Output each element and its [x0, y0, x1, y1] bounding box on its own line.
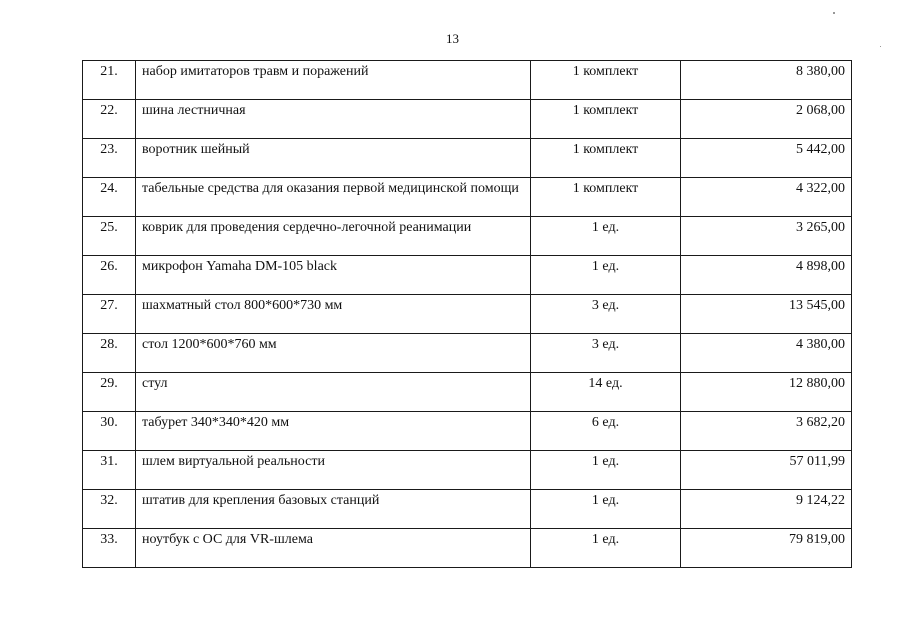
- price-cell: 4 380,00: [681, 334, 852, 373]
- table-row: [83, 412, 852, 451]
- item-name-cell: стол 1200*600*760 мм: [136, 334, 531, 373]
- table-row: [83, 139, 852, 178]
- row-number-cell: 27.: [83, 295, 136, 334]
- item-name-cell: табурет 340*340*420 мм: [136, 412, 531, 451]
- row-number-cell: 30.: [83, 412, 136, 451]
- item-name-cell: ноутбук с ОС для VR-шлема: [136, 529, 531, 568]
- item-name-cell: табельные средства для оказания первой медицинской помощи: [136, 178, 531, 217]
- page-number: 13: [446, 31, 459, 46]
- item-name-cell: коврик для проведения сердечно-легочной реанимации: [136, 217, 531, 256]
- price-cell: 13 545,00: [681, 295, 852, 334]
- table-row: [83, 100, 852, 139]
- row-number-cell: 26.: [83, 256, 136, 295]
- quantity-cell: 3 ед.: [531, 334, 681, 373]
- quantity-cell: 1 ед.: [531, 529, 681, 568]
- item-name-cell: шина лестничная: [136, 100, 531, 139]
- quantity-cell: 1 ед.: [531, 490, 681, 529]
- item-name-cell: микрофон Yamaha DM-105 black: [136, 256, 531, 295]
- row-number-cell: 32.: [83, 490, 136, 529]
- quantity-cell: 1 комплект: [531, 100, 681, 139]
- table-row: [83, 529, 852, 568]
- table-row: [83, 451, 852, 490]
- quantity-cell: 1 ед.: [531, 256, 681, 295]
- table-row: [83, 373, 852, 412]
- price-cell: 4 898,00: [681, 256, 852, 295]
- price-cell: 79 819,00: [681, 529, 852, 568]
- row-number-cell: 28.: [83, 334, 136, 373]
- row-number-cell: 24.: [83, 178, 136, 217]
- price-cell: 57 011,99: [681, 451, 852, 490]
- table-row: [83, 295, 852, 334]
- item-name-cell: воротник шейный: [136, 139, 531, 178]
- row-number-cell: 29.: [83, 373, 136, 412]
- table-row: [83, 256, 852, 295]
- row-number-cell: 23.: [83, 139, 136, 178]
- scan-speck-dot: [880, 46, 881, 47]
- item-name-cell: штатив для крепления базовых станций: [136, 490, 531, 529]
- row-number-cell: 33.: [83, 529, 136, 568]
- item-name-cell: набор имитаторов травм и поражений: [136, 61, 531, 100]
- items-table: [82, 60, 852, 568]
- price-cell: 3 265,00: [681, 217, 852, 256]
- price-cell: 3 682,20: [681, 412, 852, 451]
- quantity-cell: 3 ед.: [531, 295, 681, 334]
- quantity-cell: 1 комплект: [531, 178, 681, 217]
- item-name-cell: шахматный стол 800*600*730 мм: [136, 295, 531, 334]
- price-cell: 4 322,00: [681, 178, 852, 217]
- table-row: [83, 61, 852, 100]
- price-cell: 2 068,00: [681, 100, 852, 139]
- quantity-cell: 1 комплект: [531, 139, 681, 178]
- items-table-body: [83, 61, 852, 568]
- row-number-cell: 31.: [83, 451, 136, 490]
- table-row: [83, 334, 852, 373]
- price-cell: 8 380,00: [681, 61, 852, 100]
- scan-speck-dot: [833, 12, 835, 14]
- quantity-cell: 1 ед.: [531, 217, 681, 256]
- table-row: [83, 490, 852, 529]
- quantity-cell: 14 ед.: [531, 373, 681, 412]
- row-number-cell: 25.: [83, 217, 136, 256]
- price-cell: 9 124,22: [681, 490, 852, 529]
- quantity-cell: 1 ед.: [531, 451, 681, 490]
- quantity-cell: 1 комплект: [531, 61, 681, 100]
- table-row: [83, 217, 852, 256]
- item-name-cell: стул: [136, 373, 531, 412]
- item-name-cell: шлем виртуальной реальности: [136, 451, 531, 490]
- quantity-cell: 6 ед.: [531, 412, 681, 451]
- table-row: [83, 178, 852, 217]
- price-cell: 5 442,00: [681, 139, 852, 178]
- row-number-cell: 21.: [83, 61, 136, 100]
- price-cell: 12 880,00: [681, 373, 852, 412]
- row-number-cell: 22.: [83, 100, 136, 139]
